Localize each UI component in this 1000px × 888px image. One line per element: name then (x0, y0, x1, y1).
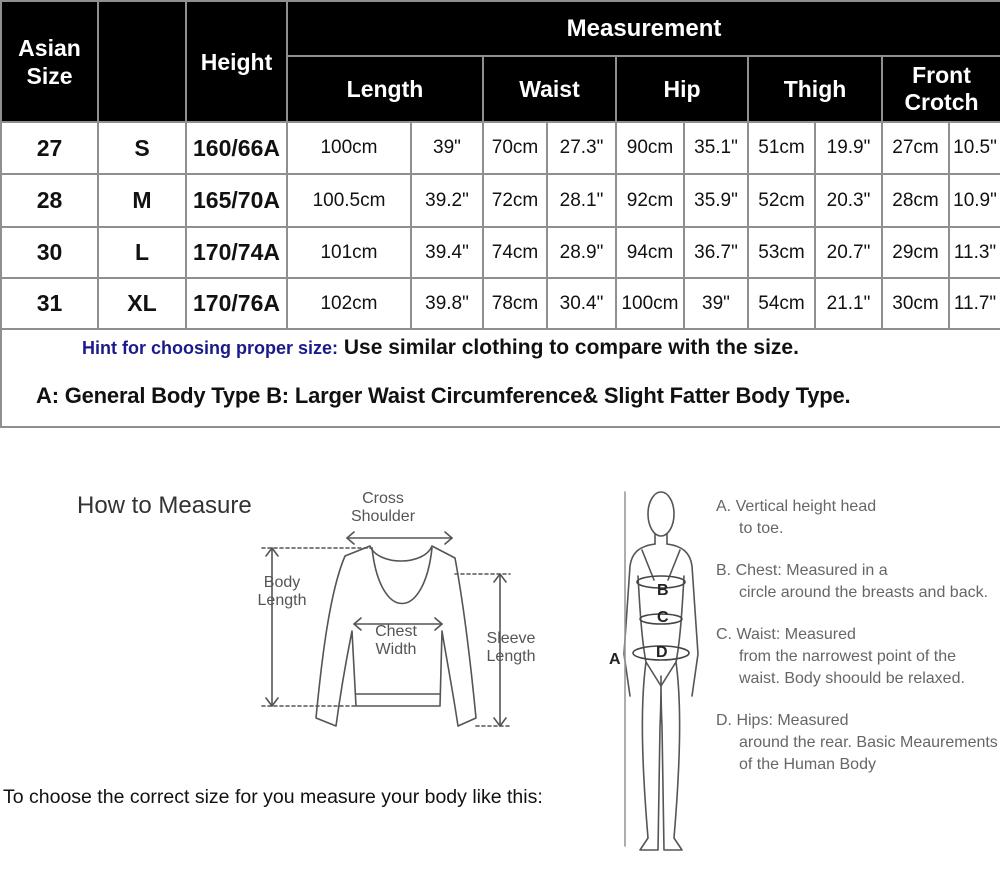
letter-size-cell: S (98, 122, 186, 174)
figure-label-c: C (657, 609, 669, 626)
waist-in-cell: 28.9" (547, 227, 616, 278)
list-item (716, 496, 1000, 540)
how-to-measure-title: How to Measure (77, 492, 252, 519)
waist-cm-cell: 70cm (483, 122, 547, 174)
cross-shoulder-label: Cross Shoulder (350, 490, 416, 525)
human-figure-icon (624, 492, 698, 850)
length-in-cell: 39.4" (411, 227, 483, 278)
figure-label-a: A (609, 651, 621, 668)
height-cell: 165/70A (186, 174, 287, 227)
length-cm-cell: 102cm (287, 278, 411, 329)
letter-size-cell: XL (98, 278, 186, 329)
definition-head: D. Hips: Measured (716, 712, 849, 729)
measurement-header: Measurement (287, 1, 1000, 56)
list-item (716, 624, 1000, 690)
crotch-cm-cell: 27cm (882, 122, 949, 174)
definition-text: to toe. (739, 520, 784, 537)
crotch-cm-cell: 30cm (882, 278, 949, 329)
waist-header: Waist (483, 56, 616, 122)
body-length-label: Body Length (257, 574, 307, 609)
table-row (1, 227, 1000, 278)
chest-width-label: Chest Width (375, 623, 417, 658)
waist-in-cell: 27.3" (547, 122, 616, 174)
letter-size-cell: M (98, 174, 186, 227)
table-row (1, 278, 1000, 329)
hint-row (1, 329, 1000, 427)
measure-tip: To choose the correct size for you measure your body like this: (3, 786, 543, 808)
how-to-measure-section (0, 426, 1000, 888)
length-cm-cell: 100.5cm (287, 174, 411, 227)
crotch-cm-cell: 28cm (882, 174, 949, 227)
hint-cell (1, 329, 1000, 427)
hip-cm-cell: 92cm (616, 174, 684, 227)
crotch-in-cell: 10.9" (949, 174, 1000, 227)
thigh-in-cell: 20.7" (815, 227, 882, 278)
definition-text: circle around the breasts and back. (739, 584, 989, 601)
asian-size-cell: 27 (1, 122, 98, 174)
hip-in-cell: 35.9" (684, 174, 748, 227)
letter-size-header (98, 1, 186, 122)
height-cell: 170/76A (186, 278, 287, 329)
length-in-cell: 39.8" (411, 278, 483, 329)
body-type-note: A: General Body Type B: Larger Waist Circumference& Slight Fatter Body Type. (36, 383, 851, 408)
header-row-top (1, 1, 1000, 56)
hip-in-cell: 39" (684, 278, 748, 329)
crotch-in-cell: 10.5" (949, 122, 1000, 174)
length-cm-cell: 101cm (287, 227, 411, 278)
definition-head: B. Chest: Measured in a (716, 562, 888, 579)
size-chart-table (0, 0, 1000, 428)
hint-label: Hint for choosing proper size: (82, 338, 339, 358)
figure-label-b: B (657, 582, 669, 599)
crotch-cm-cell: 29cm (882, 227, 949, 278)
crotch-in-cell: 11.3" (949, 227, 1000, 278)
waist-cm-cell: 72cm (483, 174, 547, 227)
asian-size-cell: 31 (1, 278, 98, 329)
thigh-in-cell: 19.9" (815, 122, 882, 174)
front-crotch-header: Front Crotch (882, 56, 1000, 122)
thigh-in-cell: 20.3" (815, 174, 882, 227)
thigh-cm-cell: 51cm (748, 122, 815, 174)
hint-text: Use similar clothing to compare with the size. (338, 336, 799, 359)
thigh-cm-cell: 52cm (748, 174, 815, 227)
table-row (1, 174, 1000, 227)
length-in-cell: 39.2" (411, 174, 483, 227)
thigh-cm-cell: 53cm (748, 227, 815, 278)
hip-cm-cell: 94cm (616, 227, 684, 278)
table-row (1, 122, 1000, 174)
hip-header: Hip (616, 56, 748, 122)
sleeve-length-label: Sleeve Length (486, 630, 536, 665)
length-in-cell: 39" (411, 122, 483, 174)
waist-in-cell: 28.1" (547, 174, 616, 227)
figure-label-d: D (656, 644, 668, 661)
length-cm-cell: 100cm (287, 122, 411, 174)
asian-size-cell: 28 (1, 174, 98, 227)
hint-line (82, 336, 1000, 360)
hip-in-cell: 35.1" (684, 122, 748, 174)
waist-cm-cell: 74cm (483, 227, 547, 278)
measurement-definitions (716, 496, 1000, 796)
height-cell: 170/74A (186, 227, 287, 278)
hip-cm-cell: 100cm (616, 278, 684, 329)
definition-head: C. Waist: Measured (716, 626, 856, 643)
letter-size-cell: L (98, 227, 186, 278)
hip-cm-cell: 90cm (616, 122, 684, 174)
thigh-header: Thigh (748, 56, 882, 122)
waist-cm-cell: 78cm (483, 278, 547, 329)
definition-text: from the narrowest point of the waist. Body shoould be relaxed. (739, 648, 965, 687)
length-header: Length (287, 56, 483, 122)
asian-size-cell: 30 (1, 227, 98, 278)
list-item (716, 560, 1000, 604)
definition-text: around the rear. Basic Meaurements of the Human Body (739, 734, 998, 773)
asian-size-header: Asian Size (1, 1, 98, 122)
thigh-in-cell: 21.1" (815, 278, 882, 329)
list-item (716, 710, 1000, 776)
waist-in-cell: 30.4" (547, 278, 616, 329)
height-cell: 160/66A (186, 122, 287, 174)
thigh-cm-cell: 54cm (748, 278, 815, 329)
hip-in-cell: 36.7" (684, 227, 748, 278)
crotch-in-cell: 11.7" (949, 278, 1000, 329)
definition-head: A. Vertical height head (716, 498, 877, 515)
height-header: Height (186, 1, 287, 122)
